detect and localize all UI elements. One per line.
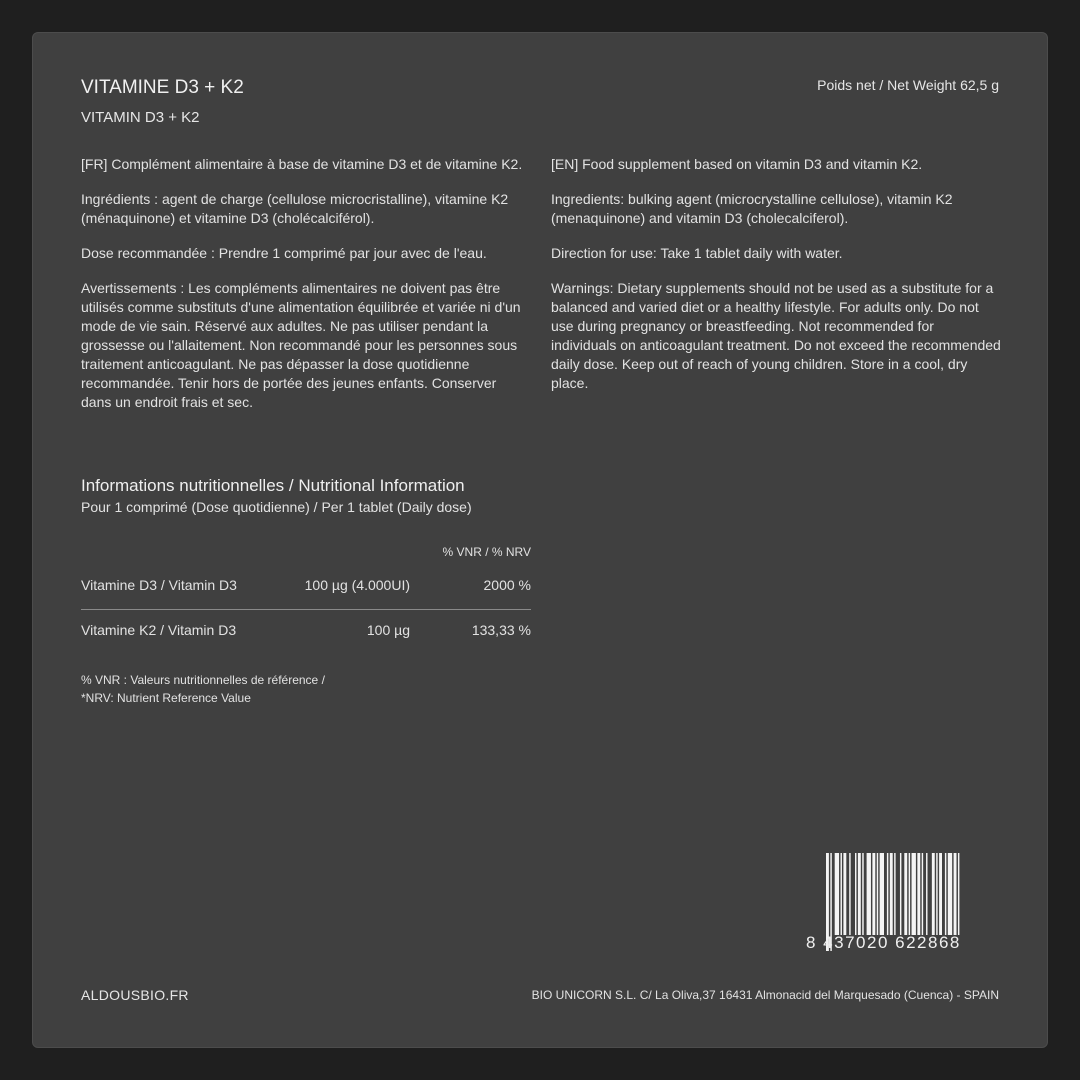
en-warnings: Warnings: Dietary supplements should not be used as a substitute for a balanced and varied diet or a healthy lifestyle. For adults only. Do not use during pregnancy or breastfeeding. Not recommended for individuals on anticoagulant treatment. Do not exceed the recommended daily dose. Keep out of reach of young children. Store in a cool, dry place. bbox=[551, 280, 1001, 391]
nutrient-percent: 133,33 % bbox=[471, 622, 531, 638]
en-direction: Direction for use: Take 1 tablet daily with water. bbox=[551, 245, 843, 261]
barcode-bar bbox=[945, 853, 946, 935]
barcode-bar bbox=[936, 853, 937, 935]
french-text-column bbox=[81, 155, 527, 428]
product-subtitle: VITAMIN D3 + K2 bbox=[81, 109, 200, 126]
nutrition-footnotes bbox=[81, 671, 325, 707]
fr-warnings: Avertissements : Les compléments alimentaires ne doivent pas être utilisés comme substituts d'une alimentation équilibrée et variée ni d'un mode de vie sain. Réservé aux adultes. Ne pas utiliser pendant la grossesse ou l'allaitement. Non recommandé pour les personnes sous traitement anticoagulant. Ne pas dépasser la dose quotidienne recommandée. Tenir hors de portée des jeunes enfants. Conserver dans un endroit frais et sec. bbox=[81, 280, 521, 410]
barcode-bar bbox=[843, 853, 846, 935]
nutrition-subtitle: Pour 1 comprimé (Dose quotidienne) / Per 1 tablet (Daily dose) bbox=[81, 499, 472, 515]
nutrition-title: Informations nutritionnelles / Nutritional Information bbox=[81, 476, 465, 495]
barcode-bar bbox=[880, 853, 884, 935]
barcode-bar bbox=[877, 853, 878, 935]
barcode-bar bbox=[887, 853, 888, 935]
barcode-bar bbox=[858, 853, 861, 935]
barcode-bar bbox=[909, 853, 910, 935]
barcode-bar bbox=[958, 853, 959, 935]
barcode-bar bbox=[841, 853, 842, 935]
barcode-bar bbox=[954, 853, 957, 935]
barcode-bar bbox=[932, 853, 935, 935]
fr-dose: Dose recommandée : Prendre 1 comprimé par jour avec de l'eau. bbox=[81, 245, 487, 261]
barcode-bar bbox=[904, 853, 907, 935]
fr-intro: [FR] Complément alimentaire à base de vitamine D3 et de vitamine K2. bbox=[81, 156, 523, 172]
fr-ingredients: Ingrédients : agent de charge (cellulose microcristalline), vitamine K2 (ménaquinone) et vitamine D3 (cholécalciférol). bbox=[81, 191, 509, 226]
barcode-bar bbox=[939, 853, 942, 935]
barcode-bar bbox=[894, 853, 895, 935]
barcode-bar bbox=[922, 853, 923, 935]
barcode-bar bbox=[926, 853, 927, 935]
barcode-bar bbox=[900, 853, 901, 935]
nutrient-amount: 100 µg bbox=[366, 622, 410, 638]
barcode-bar bbox=[862, 853, 863, 935]
en-ingredients: Ingredients: bulking agent (microcrystalline cellulose), vitamin K2 (menaquinone) and vitamin D3 (cholecalciferol). bbox=[551, 191, 953, 226]
brand-website: ALDOUSBIO.FR bbox=[81, 987, 189, 1003]
barcode-bar bbox=[855, 853, 856, 935]
table-row bbox=[81, 614, 531, 654]
nutrient-name: Vitamine D3 / Vitamin D3 bbox=[81, 577, 237, 593]
barcode-bar bbox=[849, 853, 850, 935]
percent-column-header: % VNR / % NRV bbox=[442, 545, 531, 559]
nutrition-table bbox=[81, 545, 531, 654]
row-divider bbox=[81, 609, 531, 610]
barcode-bar bbox=[835, 853, 839, 935]
barcode-bar bbox=[912, 853, 916, 935]
footnote-nrv: *NRV: Nutrient Reference Value bbox=[81, 691, 251, 705]
barcode-bar bbox=[867, 853, 871, 935]
barcode-number: 8 437020 622868 bbox=[806, 933, 961, 952]
en-intro: [EN] Food supplement based on vitamin D3 and vitamin K2. bbox=[551, 156, 923, 172]
barcode-bar bbox=[948, 853, 952, 935]
label-panel bbox=[32, 32, 1048, 1048]
table-header bbox=[81, 545, 531, 569]
english-text-column bbox=[551, 155, 1003, 409]
nutrient-name: Vitamine K2 / Vitamin D3 bbox=[81, 622, 237, 638]
net-weight: Poids net / Net Weight 62,5 g bbox=[817, 77, 999, 93]
nutrient-amount: 100 µg (4.000UI) bbox=[304, 577, 410, 593]
barcode-bar bbox=[890, 853, 893, 935]
footnote-vnr: % VNR : Valeurs nutritionnelles de référence / bbox=[81, 673, 325, 687]
nutrient-percent: 2000 % bbox=[483, 577, 531, 593]
product-title: VITAMINE D3 + K2 bbox=[81, 77, 244, 98]
barcode-bar bbox=[872, 853, 875, 935]
company-address: BIO UNICORN S.L. C/ La Oliva,37 16431 Almonacid del Marquesado (Cuenca) - SPAIN bbox=[531, 988, 999, 1002]
barcode-bar bbox=[917, 853, 920, 935]
table-row bbox=[81, 569, 531, 609]
